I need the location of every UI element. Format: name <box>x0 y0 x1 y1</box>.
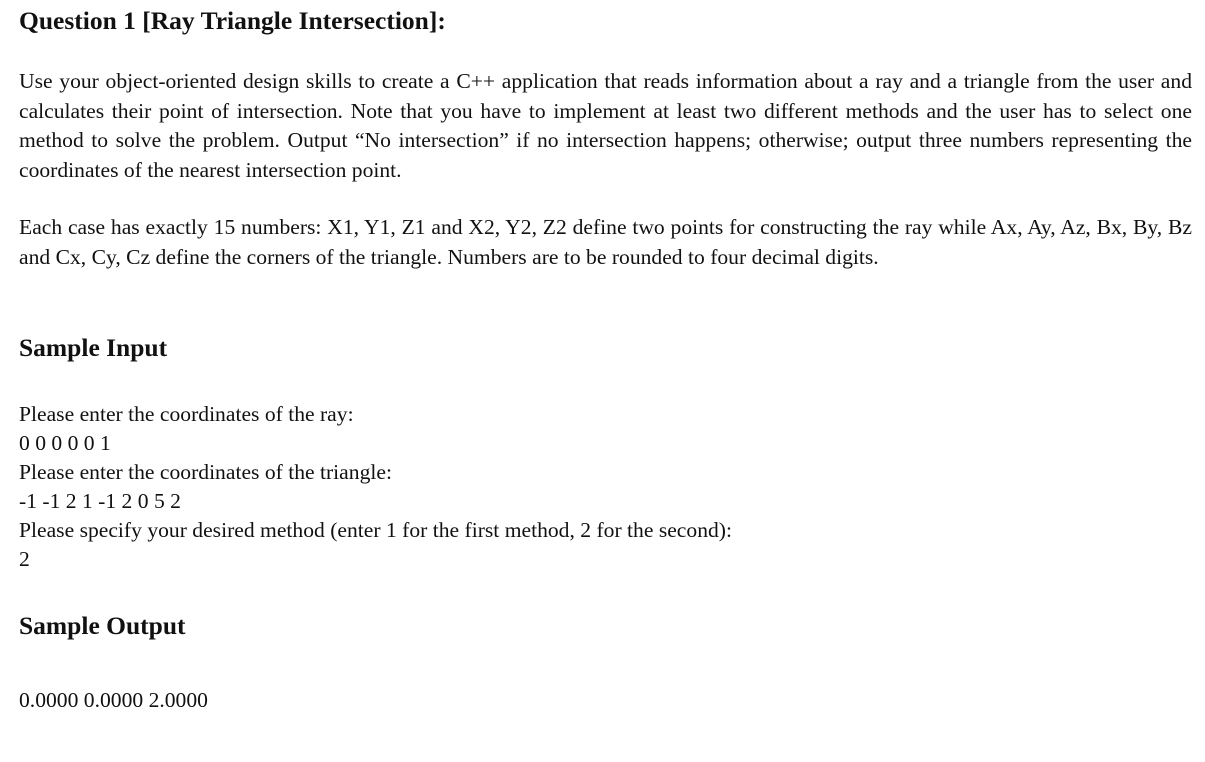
sample-input-line: Please specify your desired method (enter 1 for the first method, 2 for the second): <box>19 518 732 542</box>
sample-input-line: 0 0 0 0 0 1 <box>19 431 111 455</box>
sample-input-line: 2 <box>19 547 30 571</box>
question-title: Question 1 [Ray Triangle Intersection]: <box>19 6 446 35</box>
input-format-paragraph: Each case has exactly 15 numbers: X1, Y1, Z1 and X2, Y2, Z2 define two points for constructing the ray while Ax, Ay, Az, Bx, By, Bz and Cx, Cy, Cz define the corners of the triangle. Numbers are to be rounded to four decimal digits. <box>19 215 1192 269</box>
sample-input-line: -1 -1 2 1 -1 2 0 5 2 <box>19 489 181 513</box>
sample-output-line: 0.0000 0.0000 2.0000 <box>19 688 208 712</box>
sample-input-line: Please enter the coordinates of the ray: <box>19 402 354 426</box>
sample-input-heading: Sample Input <box>19 333 168 362</box>
sample-input-block <box>19 400 732 574</box>
sample-input-line: Please enter the coordinates of the triangle: <box>19 460 392 484</box>
description-paragraph: Use your object-oriented design skills to create a C++ application that reads information about a ray and a triangle from the user and calculates their point of intersection. Note that you have to implement at least two different methods and the user has to select one method to solve the problem. Output “No intersection” if no intersection happens; otherwise; output three numbers representing the coordinates of the nearest intersection point. <box>19 69 1192 182</box>
sample-output-heading: Sample Output <box>19 611 186 640</box>
sample-output-block <box>19 686 208 715</box>
